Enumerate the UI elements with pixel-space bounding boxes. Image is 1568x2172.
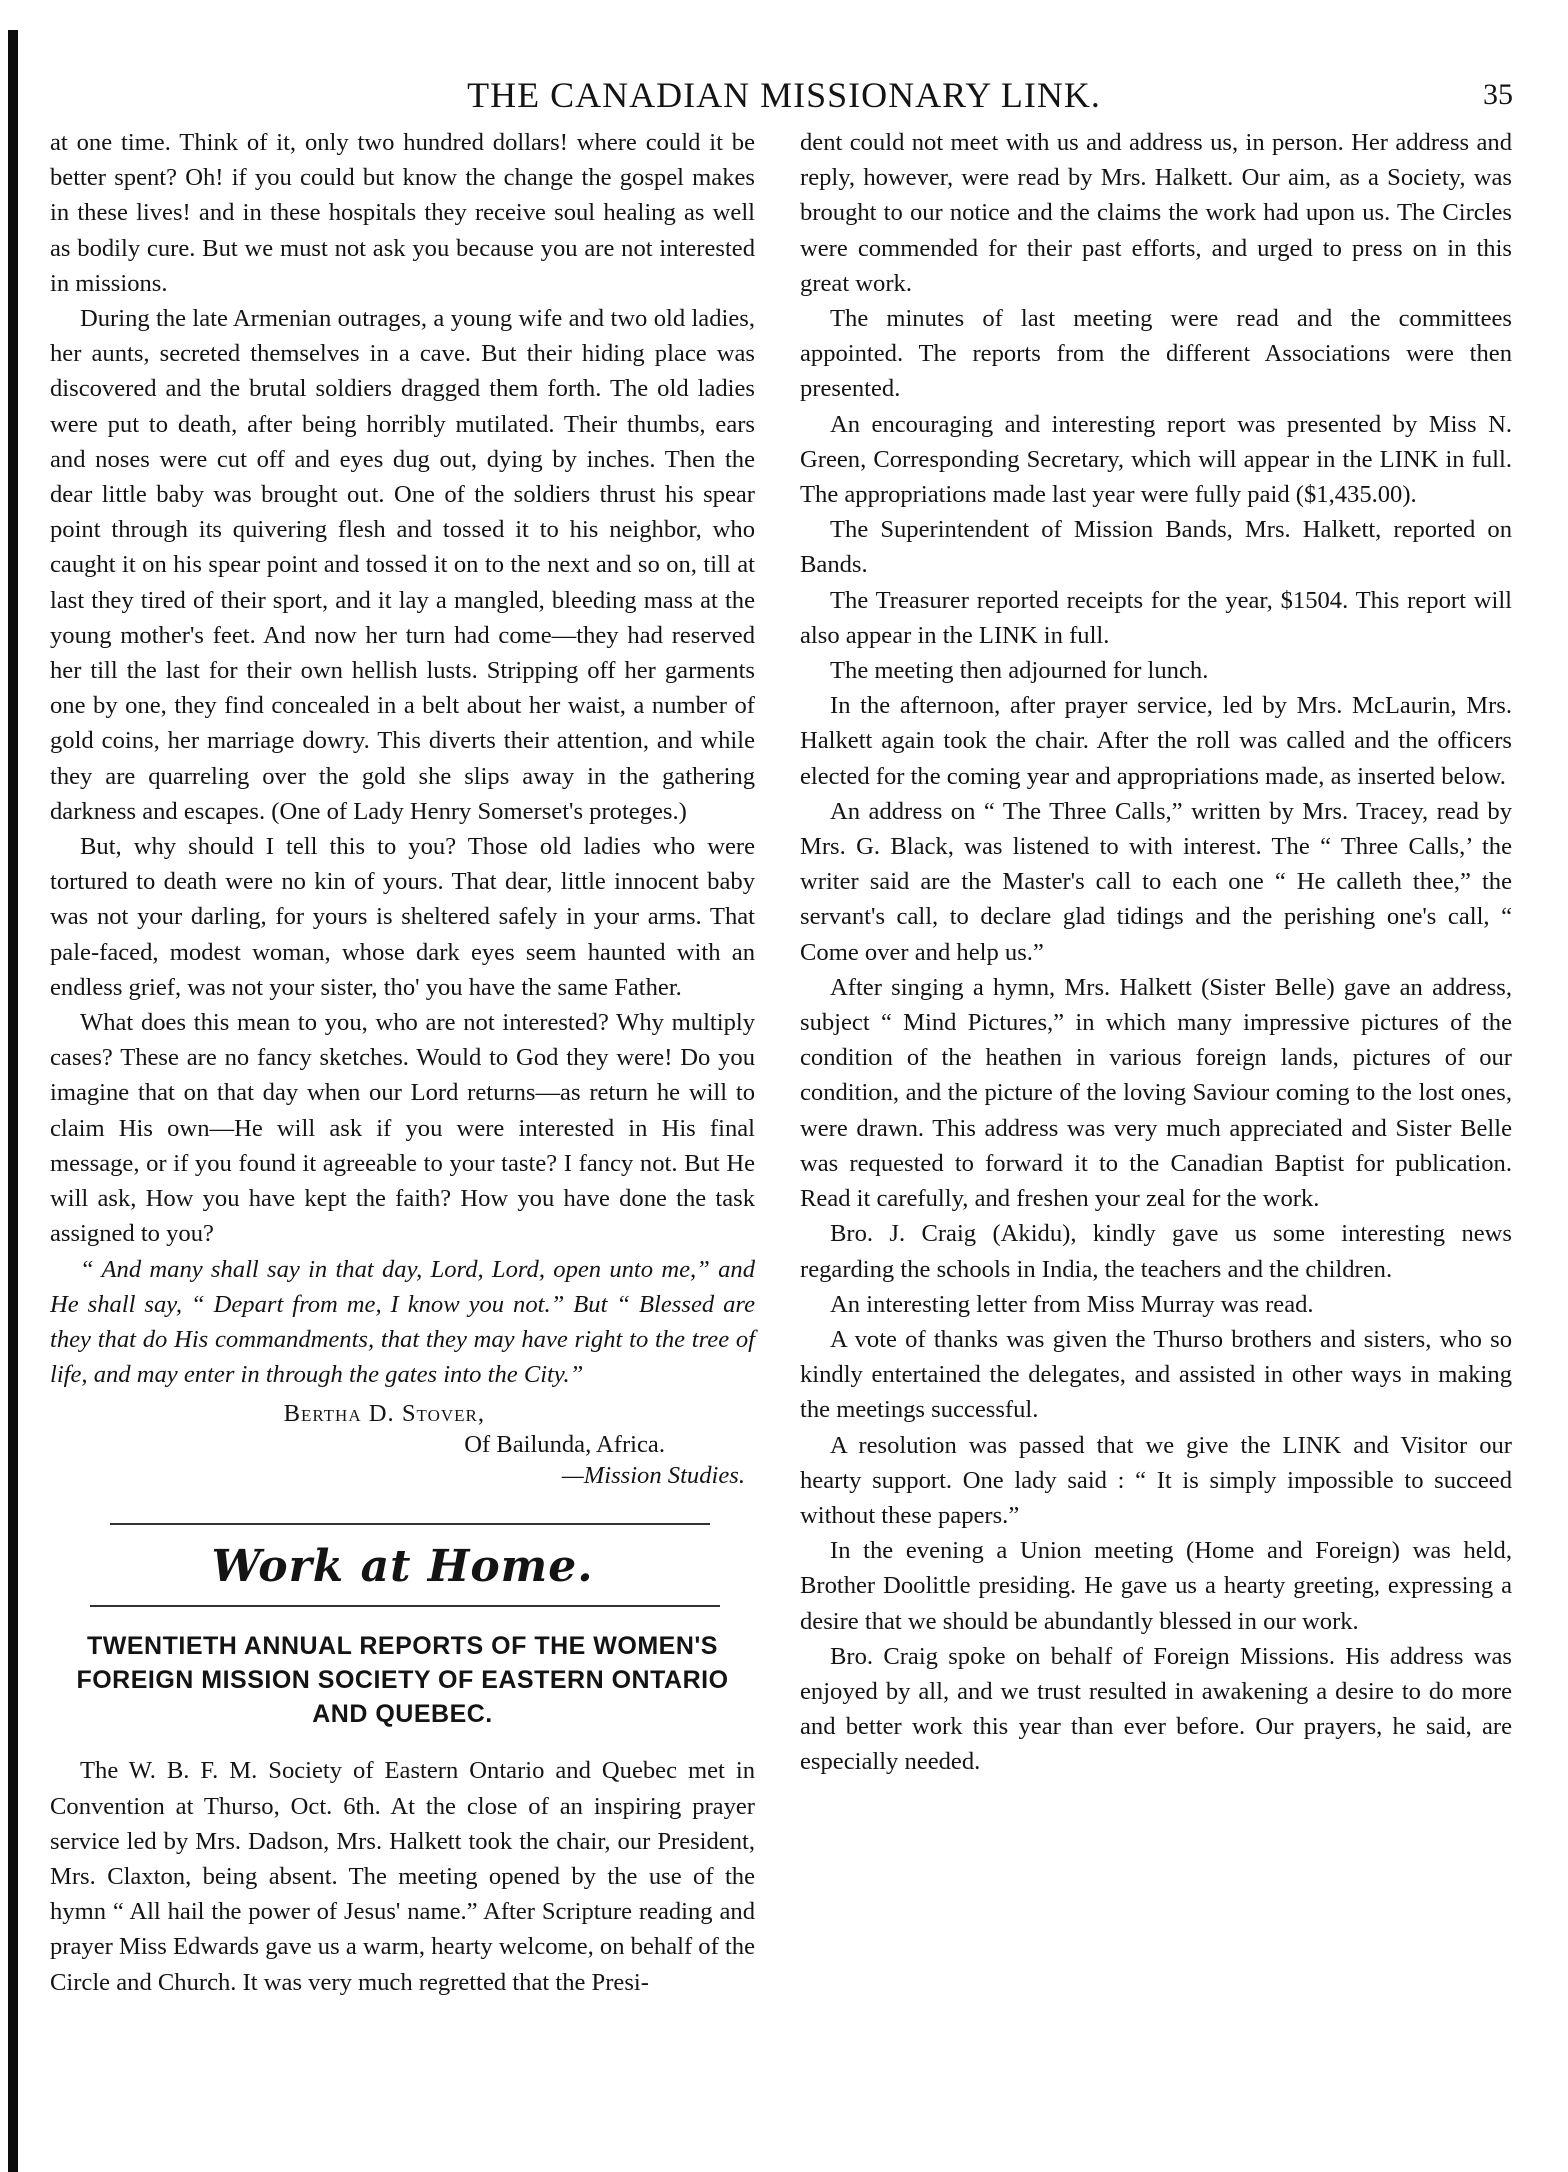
journal-title: THE CANADIAN MISSIONARY LINK.	[467, 75, 1101, 115]
source-citation: —Mission Studies.	[561, 1462, 745, 1490]
section-heading: Work at Home.	[211, 1541, 594, 1593]
right-column	[800, 125, 1512, 1780]
paragraph: Bro. Craig spoke on behalf of Foreign Missions. His address was enjoyed by all, and we trust resulted in awakening a desire to do more and better work this year than ever before. Our prayers, he said, are especially needed.	[800, 1642, 1512, 1776]
paragraph: An interesting letter from Miss Murray was read.	[830, 1290, 1314, 1318]
author-place: Of Bailunda, Africa.	[464, 1431, 665, 1459]
page-number: 35	[1483, 78, 1513, 111]
page-header	[0, 70, 1568, 120]
paragraph: Bro. J. Craig (Akidu), kindly gave us some interesting news regarding the schools in India, the teachers and the children.	[800, 1220, 1512, 1283]
paragraph: The meeting then adjourned for lunch.	[830, 657, 1209, 685]
paragraph: An address on “ The Three Calls,” written by Mrs. Tracey, read by Mrs. G. Black, was listened to with interest. The “ Three Calls,’ the writer said are the Master's call to each one “ He calleth thee,” the servant's call, to declare glad tidings and the perishing one's call, “ Come over and help us.”	[800, 797, 1512, 966]
paragraph: After singing a hymn, Mrs. Halkett (Sister Belle) gave an address, subject “ Mind Pictures,” in which many impressive pictures of the condition of the heathen in various foreign lands, pictures of our condition, and the picture of the loving Saviour coming to the lost ones, were drawn. This address was very much appreciated and Sister Belle was requested to forward it to the Canadian Baptist for publication. Read it carefully, and freshen your zeal for the work.	[800, 973, 1512, 1213]
paragraph: The Treasurer reported receipts for the year, $1504. This report will also appear in the LINK in full.	[800, 586, 1512, 649]
paragraph: In the evening a Union meeting (Home and Foreign) was held, Brother Doolittle presiding. He gave us a hearty greeting, expressing a desire that we should be abundantly blessed in our work.	[800, 1537, 1512, 1635]
paragraph: An encouraging and interesting report was presented by Miss N. Green, Corresponding Secretary, which will appear in the LINK in full. The appropriations made last year were fully paid ($1,435.00).	[800, 410, 1512, 509]
section-divider	[90, 1605, 720, 1607]
paragraph: The Superintendent of Mission Bands, Mrs. Halkett, reported on Bands.	[800, 516, 1512, 579]
scripture-quote: “ And many shall say in that day, Lord, Lord, open unto me,” and He shall say, “ Depart from me, I know you not.” But “ Blessed are they that do His commandments, that they may have right to the tree of life, and may enter in through the gates into the City.”	[50, 1255, 755, 1389]
paragraph: During the late Armenian outrages, a young wife and two old ladies, her aunts, secreted themselves in a cave. But their hiding place was discovered and the brutal soldiers dragged them forth. The old ladies were put to death, after being horribly mutilated. Their thumbs, ears and noses were cut off and eyes dug out, dying by inches. Then the dear little baby was brought out. One of the soldiers thrust his spear point through its quivering flesh and tossed it to his neighbor, who caught it on his spear point and tossed it on to the next and so on, till at last they tired of their sport, and it lay a mangled, bleeding mass at the young mother's feet. And now her turn had come—they had reserved her till the last for their own hellish lusts. Stripping off her garments one by one, they find concealed in a belt about her waist, a number of gold coins, her marriage dowry. This diverts their attention, and while they are quarreling over the gold she slips away in the gathering darkness and escapes. (One of Lady Henry Somerset's proteges.)	[50, 305, 755, 825]
author-name: Bertha D. Stover,	[283, 1400, 485, 1428]
left-column	[50, 125, 755, 2000]
paragraph: A vote of thanks was given the Thurso brothers and sisters, who so kindly entertained the delegates, and assisted in other ways in making the meetings successful.	[800, 1325, 1512, 1424]
section-divider	[110, 1523, 710, 1525]
paragraph: But, why should I tell this to you? Those old ladies who were tortured to death were no kin of yours. That dear, little innocent baby was not your darling, for yours is sheltered safely in your arms. That pale-faced, modest woman, whose dark eyes seem haunted with an endless grief, was not your sister, tho' you have the same Father.	[50, 833, 755, 1001]
paragraph: The W. B. F. M. Society of Eastern Ontario and Quebec met in Convention at Thurso, Oct. 6th. At the close of an inspiring prayer service led by Mrs. Dadson, Mrs. Halkett took the chair, our President, Mrs. Claxton, being absent. The meeting opened by the use of the hymn “ All hail the power of Jesus' name.” After Scripture reading and prayer Miss Edwards gave us a warm, hearty welcome, on behalf of the Circle and Church. It was very much regretted that the Presi-	[50, 1757, 755, 1996]
paragraph: A resolution was passed that we give the LINK and Visitor our hearty support. One lady said : “ It is simply impossible to succeed without these papers.”	[800, 1431, 1512, 1529]
signature-block	[50, 1398, 755, 1491]
report-heading: TWENTIETH ANNUAL REPORTS OF THE WOMEN'S FOREIGN MISSION SOCIETY OF EASTERN ONTARIO AND QUEBEC.	[76, 1632, 729, 1729]
paragraph: The minutes of last meeting were read and the committees appointed. The reports from the different Associations were then presented.	[800, 305, 1512, 403]
paragraph: at one time. Think of it, only two hundred dollars! where could it be better spent? Oh! if you could but know the change the gospel makes in these lives! and in these hospitals they receive soul healing as well as bodily cure. But we must not ask you because you are not interested in missions.	[50, 129, 755, 297]
page-binding-edge	[8, 30, 18, 2172]
paragraph: In the afternoon, after prayer service, led by Mrs. McLaurin, Mrs. Halkett again took the chair. After the roll was called and the officers elected for the coming year and appropriations made, as inserted below.	[800, 692, 1512, 790]
paragraph: What does this mean to you, who are not interested? Why multiply cases? These are no fancy sketches. Would to God they were! Do you imagine that on that day when our Lord returns—as return he will to claim His own—He will ask if you were interested in His final message, or if you found it agreeable to your taste? I fancy not. But He will ask, How you have kept the faith? How you have done the task assigned to you?	[50, 1009, 755, 1248]
paragraph: dent could not meet with us and address us, in person. Her address and reply, however, were read by Mrs. Halkett. Our aim, as a Society, was brought to our notice and the claims the work had upon us. The Circles were commended for their past efforts, and urged to press on in this great work.	[800, 129, 1512, 297]
